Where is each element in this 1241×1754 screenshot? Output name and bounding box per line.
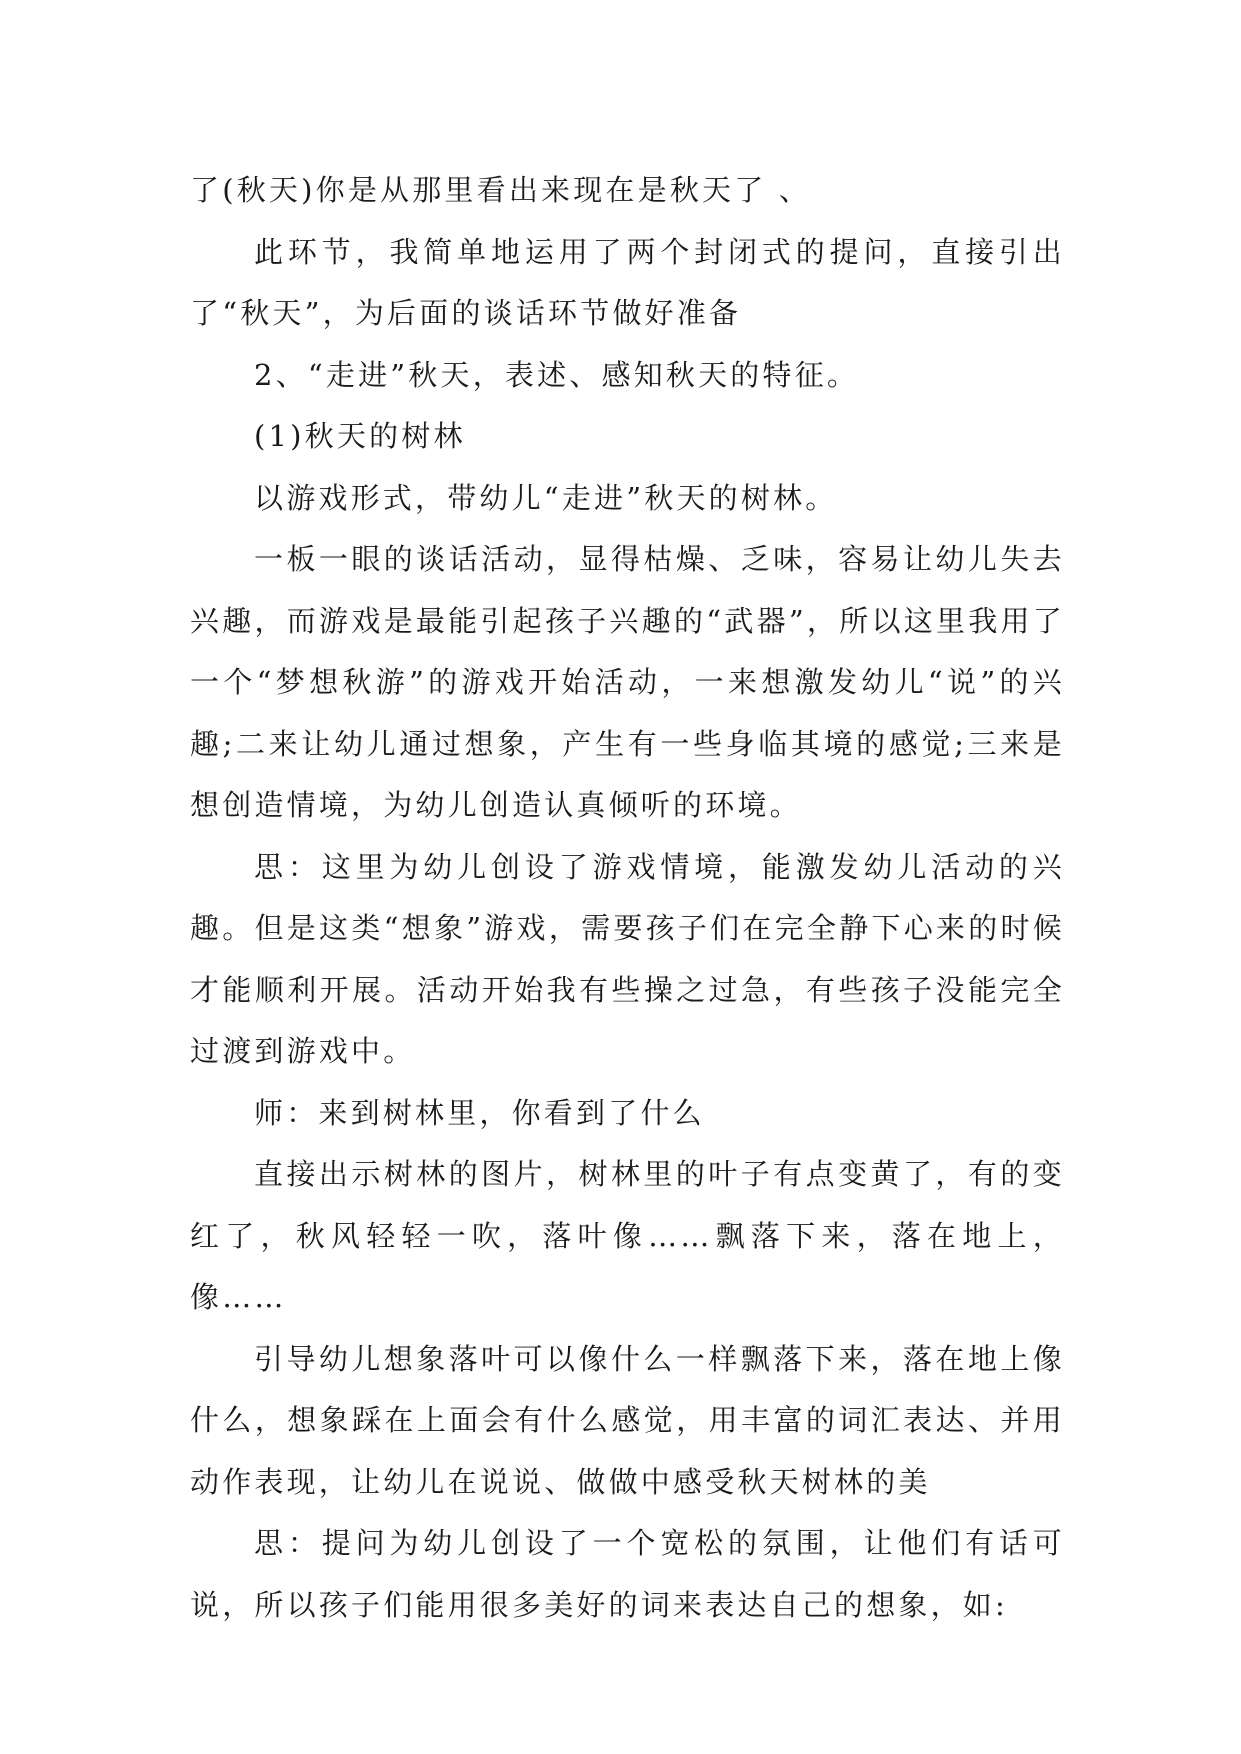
subsection-heading: (1)秋天的树林 [254, 419, 466, 453]
paragraph: 直接出示树林的图片，树林里的叶子有点变黄了，有的变红了，秋风轻轻一吹，落叶像……飘落下来，落在地上，像…… [190, 1157, 1065, 1314]
paragraph: 引导幼儿想象落叶可以像什么一样飘落下来，落在地上像什么，想象踩在上面会有什么感觉，用丰富的词汇表达、并用动作表现，让幼儿在说说、做做中感受秋天树林的美 [190, 1341, 1065, 1499]
paragraph: 思：提问为幼儿创设了一个宽松的氛围，让他们有话可说，所以孩子们能用很多美好的词来表达自己的想象，如: [190, 1526, 1065, 1622]
paragraph: 思：这里为幼儿创设了游戏情境，能激发幼儿活动的兴趣。但是这类“想象”游戏，需要孩子们在完全静下心来的时候才能顺利开展。活动开始我有些操之过急，有些孩子没能完全过渡到游戏中。 [190, 849, 1065, 1068]
paragraph: 此环节，我简单地运用了两个封闭式的提问，直接引出了“秋天”，为后面的谈话环节做好准备 [190, 234, 1065, 330]
paragraph: 以游戏形式，带幼儿“走进”秋天的树林。 [254, 480, 838, 515]
section-heading: 2、“走进”秋天，表述、感知秋天的特征。 [254, 357, 860, 392]
document-body [190, 160, 1065, 1636]
paragraph-continuation: 了(秋天)你是从那里看出来现在是秋天了 、 [190, 173, 812, 207]
paragraph: 一板一眼的谈话活动，显得枯燥、乏味，容易让幼儿失去兴趣，而游戏是最能引起孩子兴趣的“武器”，所以这里我用了一个“梦想秋游”的游戏开始活动，一来想激发幼儿“说”的兴趣;二来让幼儿通过想象，产生有一些身临其境的感觉;三来是想创造情境，为幼儿创造认真倾听的环境。 [190, 542, 1065, 822]
paragraph: 师：来到树林里，你看到了什么 [254, 1095, 705, 1130]
